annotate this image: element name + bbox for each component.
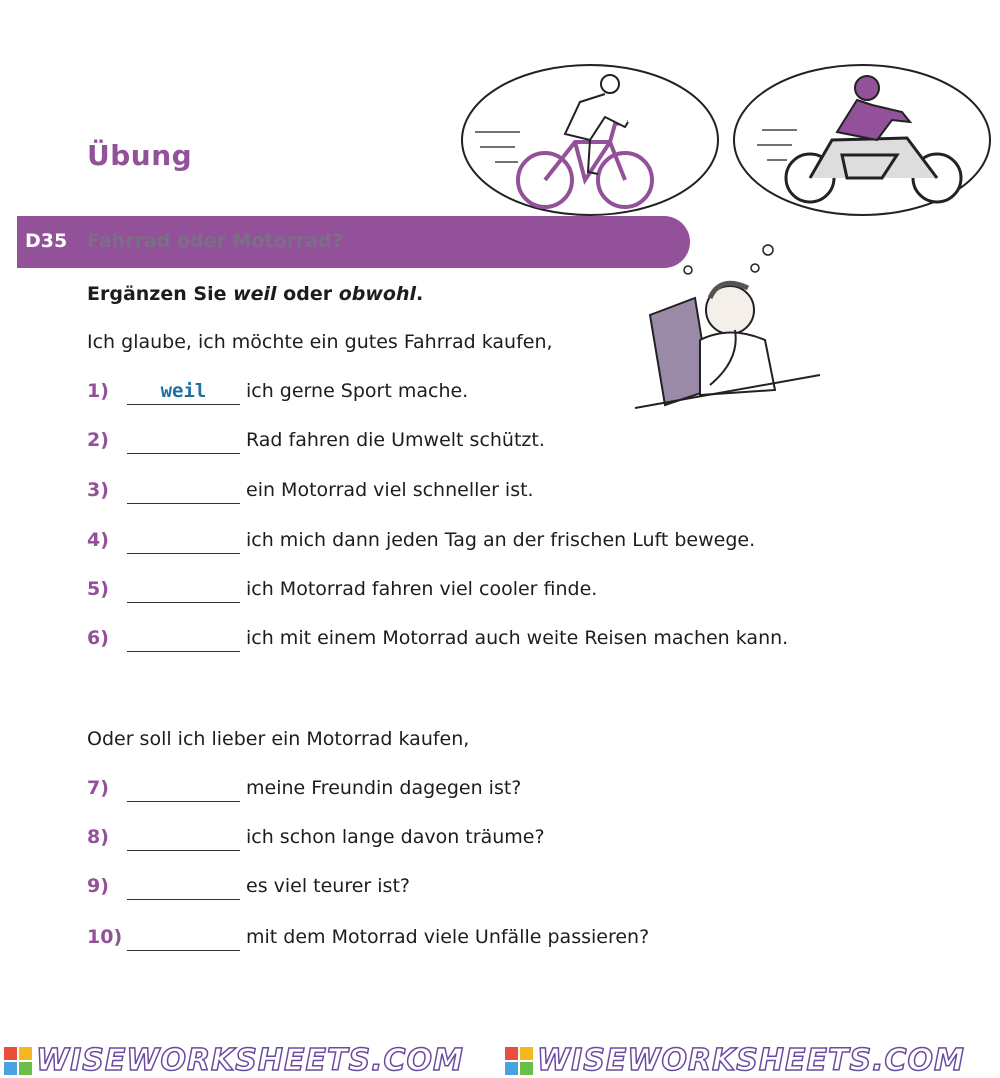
- intro-sentence-2: Oder soll ich lieber ein Motorrad kaufen,: [87, 728, 470, 750]
- answer-text: weil: [160, 380, 207, 402]
- watermark-text: WISEWORKSHEETS.COM: [36, 1043, 464, 1078]
- exercise-code: D35: [25, 230, 68, 252]
- bicycle-thought-bubble: [460, 62, 725, 222]
- keyword-weil: weil: [233, 283, 277, 305]
- intro-sentence-1: Ich glaube, ich möchte ein gutes Fahrrad kaufen,: [87, 331, 553, 353]
- wiseworksheets-logo-icon: [505, 1047, 533, 1075]
- answer-blank[interactable]: [127, 926, 240, 951]
- page-title: Übung: [87, 139, 193, 172]
- answer-blank[interactable]: [127, 429, 240, 454]
- answer-blank[interactable]: [127, 529, 240, 554]
- answer-blank[interactable]: [127, 627, 240, 652]
- instruction: Ergänzen Sie weil oder obwohl.: [87, 283, 424, 305]
- answer-blank[interactable]: [127, 578, 240, 603]
- answer-blank[interactable]: [127, 380, 240, 405]
- motorcycle-thought-bubble: [732, 60, 997, 220]
- answer-blank[interactable]: [127, 826, 240, 851]
- watermark-text: WISEWORKSHEETS.COM: [537, 1043, 965, 1078]
- keyword-obwohl: obwohl: [338, 283, 417, 305]
- wiseworksheets-logo-icon: [4, 1047, 32, 1075]
- answer-blank[interactable]: [127, 777, 240, 802]
- answer-blank[interactable]: [127, 479, 240, 504]
- exercise-subtitle: Fahrrad oder Motorrad?: [87, 230, 343, 252]
- exercise-banner: [17, 216, 690, 268]
- answer-blank[interactable]: [127, 875, 240, 900]
